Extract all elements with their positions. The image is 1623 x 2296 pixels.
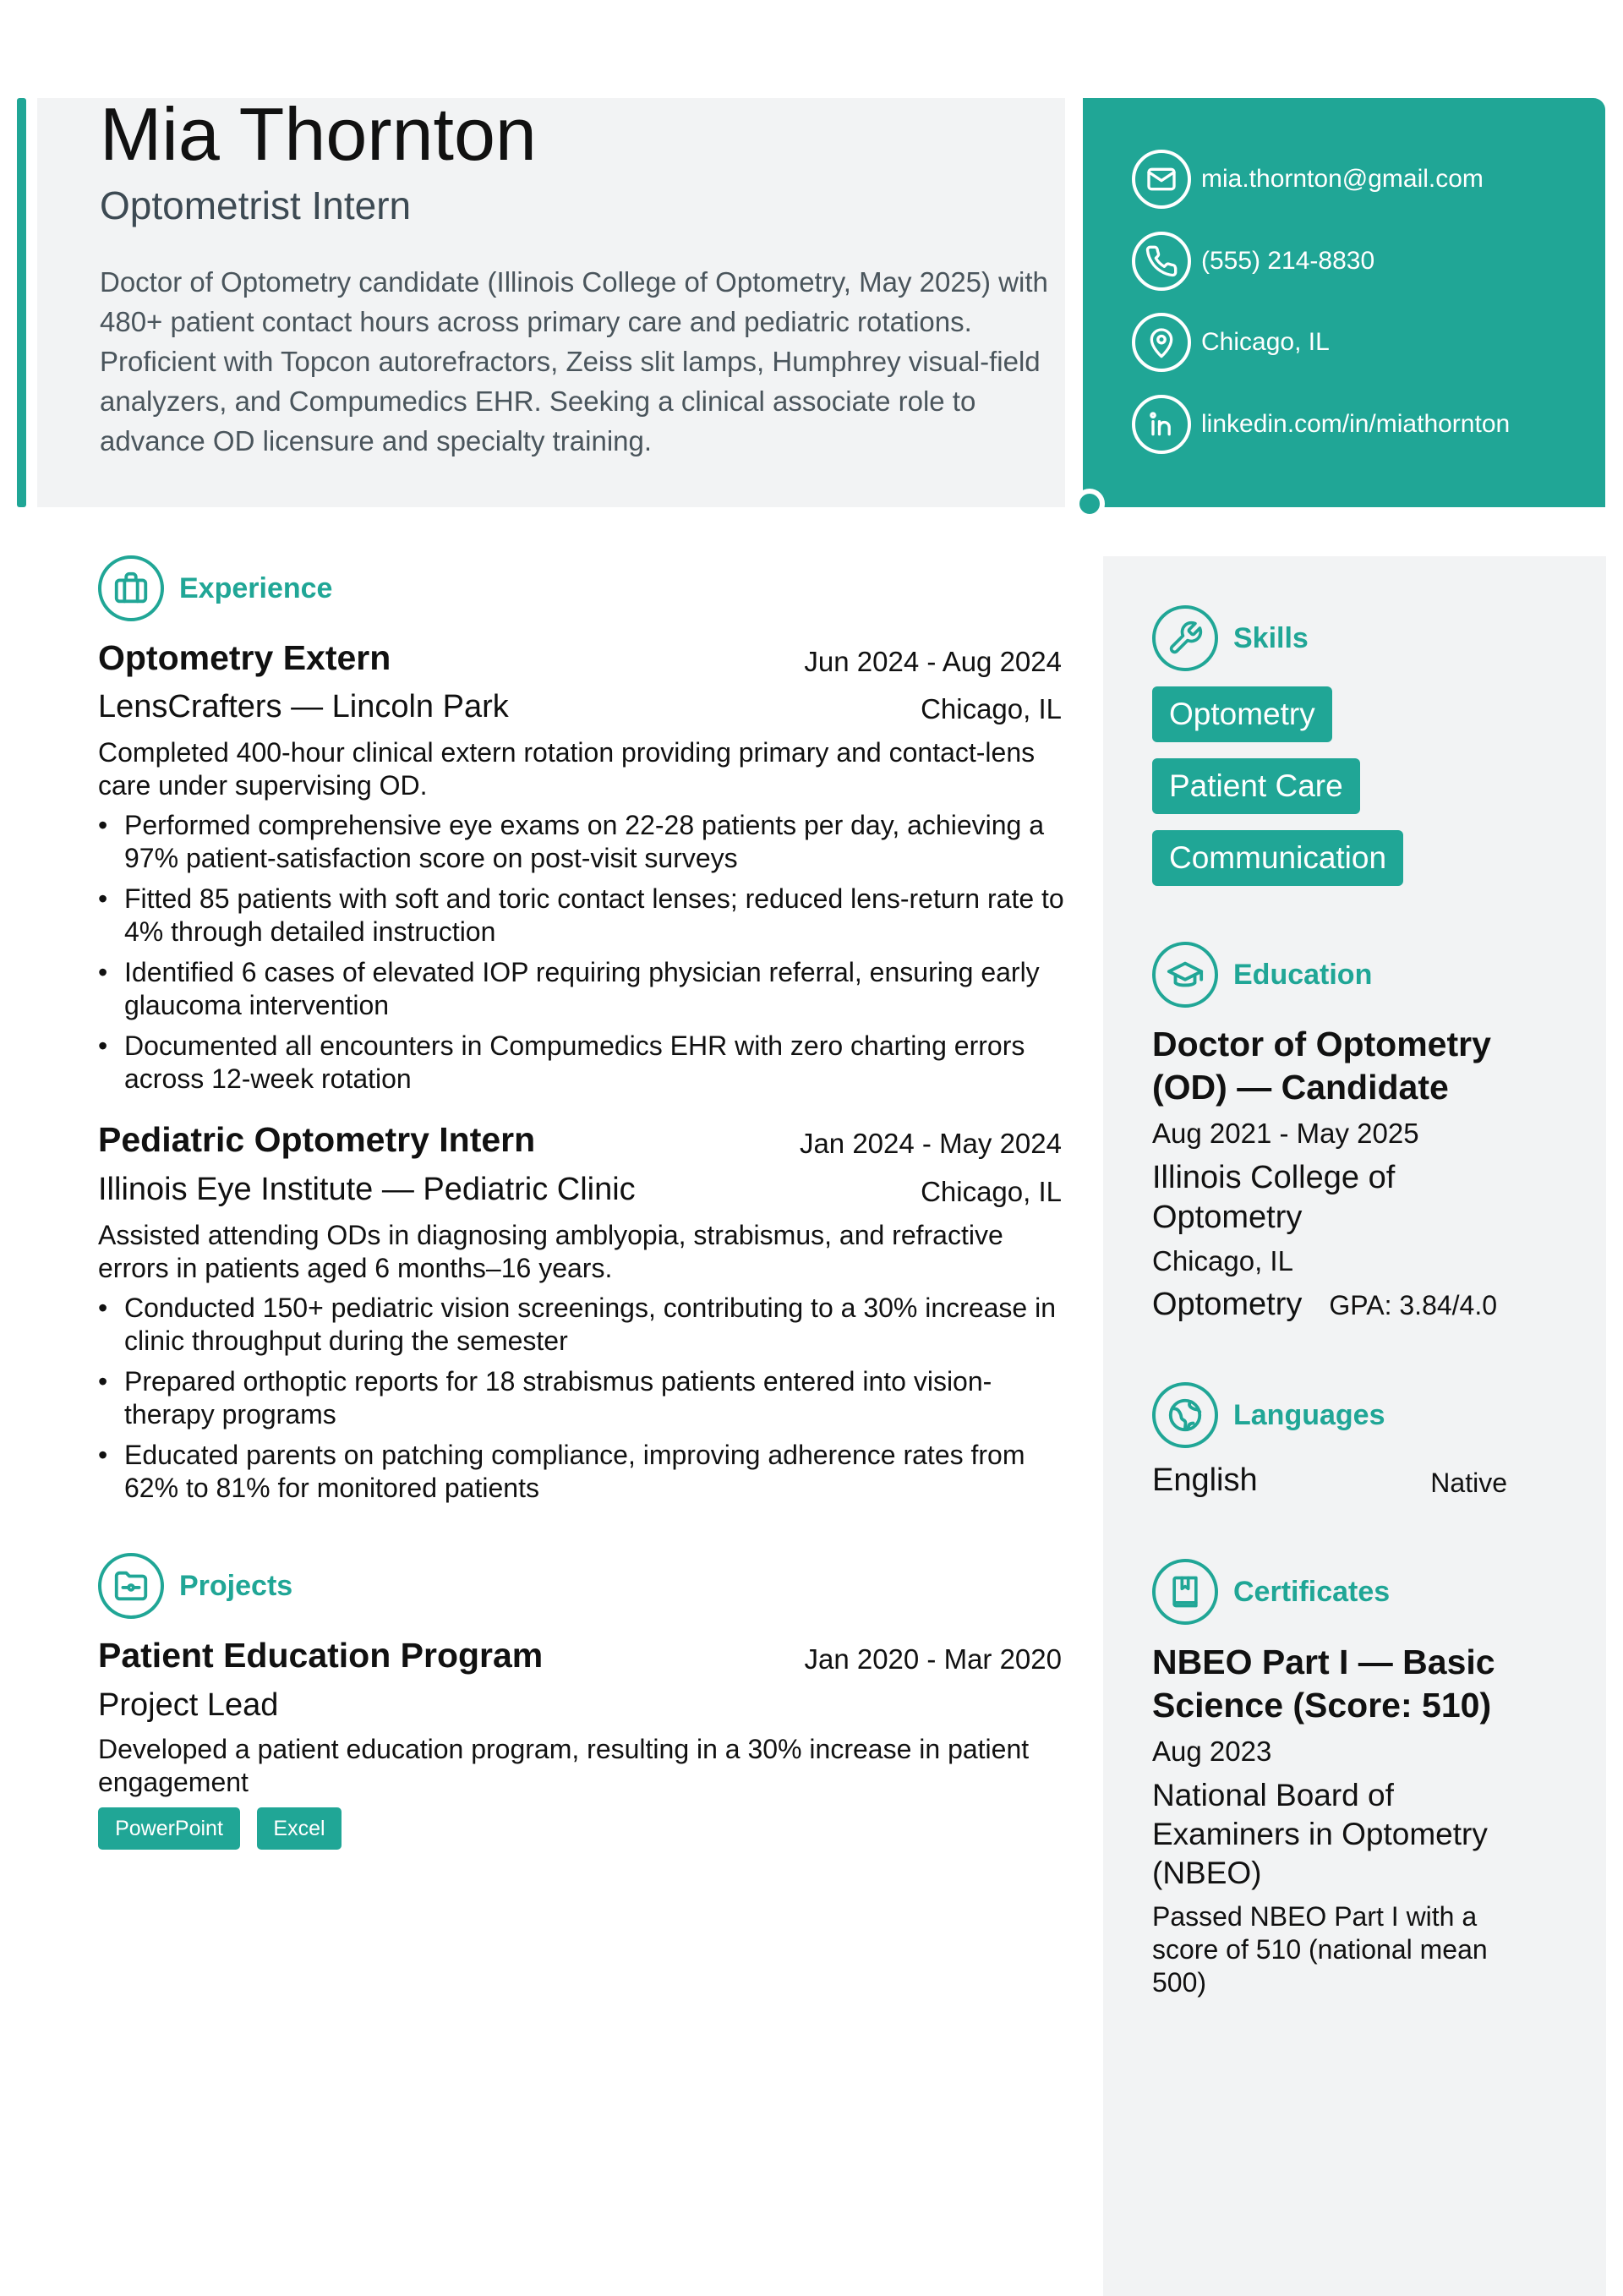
project-role: Project Lead: [98, 1687, 279, 1723]
job-title: Pediatric Optometry Intern: [98, 1120, 536, 1159]
contact-email[interactable]: mia.thornton@gmail.com: [1201, 165, 1484, 193]
project-title: Patient Education Program: [98, 1636, 544, 1675]
certificate-name: NBEO Part I — Basic Science (Score: 510): [1152, 1643, 1495, 1725]
job-title: Optometry Extern: [98, 638, 391, 677]
certificate-date: Aug 2023: [1152, 1736, 1272, 1767]
candidate-name: Mia Thornton: [100, 92, 537, 176]
job-location: Chicago, IL: [921, 693, 1062, 724]
certificate-issuer: National Board of Examiners in Optometry (NBEO): [1152, 1778, 1488, 1890]
contact-linkedin-row[interactable]: [1132, 391, 1510, 457]
book-icon: [1152, 1559, 1218, 1625]
skill-pill: Communication: [1152, 830, 1403, 886]
contact-location-row: [1132, 309, 1330, 375]
project-description: Developed a patient education program, resulting in a 30% increase in patient engagement: [98, 1734, 1030, 1797]
job-description: Assisted attending ODs in diagnosing amblyopia, strabismus, and refractive errors in patients aged 6 months–16 years.: [98, 1220, 1003, 1283]
job-bullet: • Conducted 150+ pediatric vision screenings, contributing to a 30% increase in clinic throughput during the semester: [98, 1292, 1070, 1358]
envelope-icon: [1132, 150, 1191, 209]
projects-heading: Projects: [179, 1569, 293, 1602]
education-section-header: [1152, 942, 1372, 1008]
experience-heading: Experience: [179, 571, 333, 604]
skills-section-header: [1152, 605, 1309, 671]
education-field-row: [1152, 1287, 1541, 1323]
globe-icon: [1152, 1382, 1218, 1448]
job-bullet-list: [98, 809, 1070, 1096]
job-dates: Jan 2024 - May 2024: [799, 1128, 1062, 1159]
job-bullet-list: [98, 1292, 1070, 1505]
education-school: Illinois College of Optometry: [1152, 1160, 1396, 1235]
project-tag: Excel: [257, 1807, 342, 1850]
header-accent-bar: [17, 98, 26, 507]
job-description: Completed 400-hour clinical extern rotation providing primary and contact-lens care under supervising OD.: [98, 737, 1036, 801]
graduation-cap-icon: [1152, 942, 1218, 1008]
job-dates: Jun 2024 - Aug 2024: [804, 646, 1062, 677]
language-level: Native: [1430, 1468, 1507, 1498]
certificate-description: Passed NBEO Part I with a score of 510 (national mean 500): [1152, 1901, 1488, 1998]
education-heading: Education: [1233, 958, 1373, 991]
education-gpa: GPA: 3.84/4.0: [1329, 1290, 1498, 1320]
contact-linkedin[interactable]: linkedin.com/in/miathornton: [1201, 410, 1511, 438]
education-dates: Aug 2021 - May 2025: [1152, 1118, 1419, 1149]
certificates-heading: Certificates: [1233, 1575, 1391, 1608]
project-tag: PowerPoint: [98, 1807, 240, 1850]
language-name: English: [1152, 1462, 1258, 1498]
job-bullet: • Educated parents on patching compliance, improving adherence rates from 62% to 81% for monitored patients: [98, 1439, 1070, 1505]
skills-heading: Skills: [1233, 621, 1309, 654]
languages-section-header: [1152, 1382, 1385, 1448]
contact-phone[interactable]: (555) 214-8830: [1201, 247, 1375, 275]
contact-phone-row[interactable]: [1132, 228, 1374, 294]
projects-section-header: [98, 1553, 292, 1619]
skill-pill: Patient Care: [1152, 758, 1360, 814]
phone-icon: [1132, 232, 1191, 291]
job-company: LensCrafters — Lincoln Park: [98, 689, 509, 724]
certificates-section-header: [1152, 1559, 1390, 1625]
contact-email-row[interactable]: [1132, 146, 1484, 212]
job-company: Illinois Eye Institute — Pediatric Clinic: [98, 1172, 636, 1207]
job-bullet: • Identified 6 cases of elevated IOP requiring physician referral, ensuring early glaucoma intervention: [98, 956, 1070, 1022]
map-pin-icon: [1132, 313, 1191, 372]
education-location: Chicago, IL: [1152, 1245, 1293, 1276]
job-bullet: • Prepared orthoptic reports for 18 strabismus patients entered into vision-therapy programs: [98, 1365, 1070, 1431]
briefcase-icon: [98, 555, 164, 621]
project-dates: Jan 2020 - Mar 2020: [804, 1643, 1062, 1675]
candidate-title: Optometrist Intern: [100, 183, 412, 227]
contact-location: Chicago, IL: [1201, 328, 1330, 356]
languages-heading: Languages: [1233, 1398, 1385, 1431]
job-location: Chicago, IL: [921, 1176, 1062, 1207]
profile-summary: Doctor of Optometry candidate (Illinois College of Optometry, May 2025) with 480+ patient contact hours across primary care and pediatric rotations. Proficient with Topcon autorefractors, Zeiss slit lamps, Humphrey visual-field analyzers, and Compumedics EHR. Seeking a clinical associate role to advance OD licensure and specialty training.: [100, 266, 1048, 456]
job-bullet: • Fitted 85 patients with soft and toric contact lenses; reduced lens-return rate to 4% through detailed instruction: [98, 883, 1070, 948]
job-bullet: • Documented all encounters in Compumedics EHR with zero charting errors across 12-week rotation: [98, 1030, 1070, 1096]
education-field: Optometry: [1152, 1287, 1303, 1322]
wrench-icon: [1152, 605, 1218, 671]
folder-icon: [98, 1553, 164, 1619]
experience-section-header: [98, 555, 332, 621]
timeline-dot: [1074, 489, 1105, 519]
linkedin-icon: [1132, 395, 1191, 454]
skill-pill: Optometry: [1152, 686, 1332, 742]
job-bullet: • Performed comprehensive eye exams on 22-28 patients per day, achieving a 97% patient-satisfaction score on post-visit surveys: [98, 809, 1070, 875]
education-degree: Doctor of Optometry (OD) — Candidate: [1152, 1025, 1491, 1107]
